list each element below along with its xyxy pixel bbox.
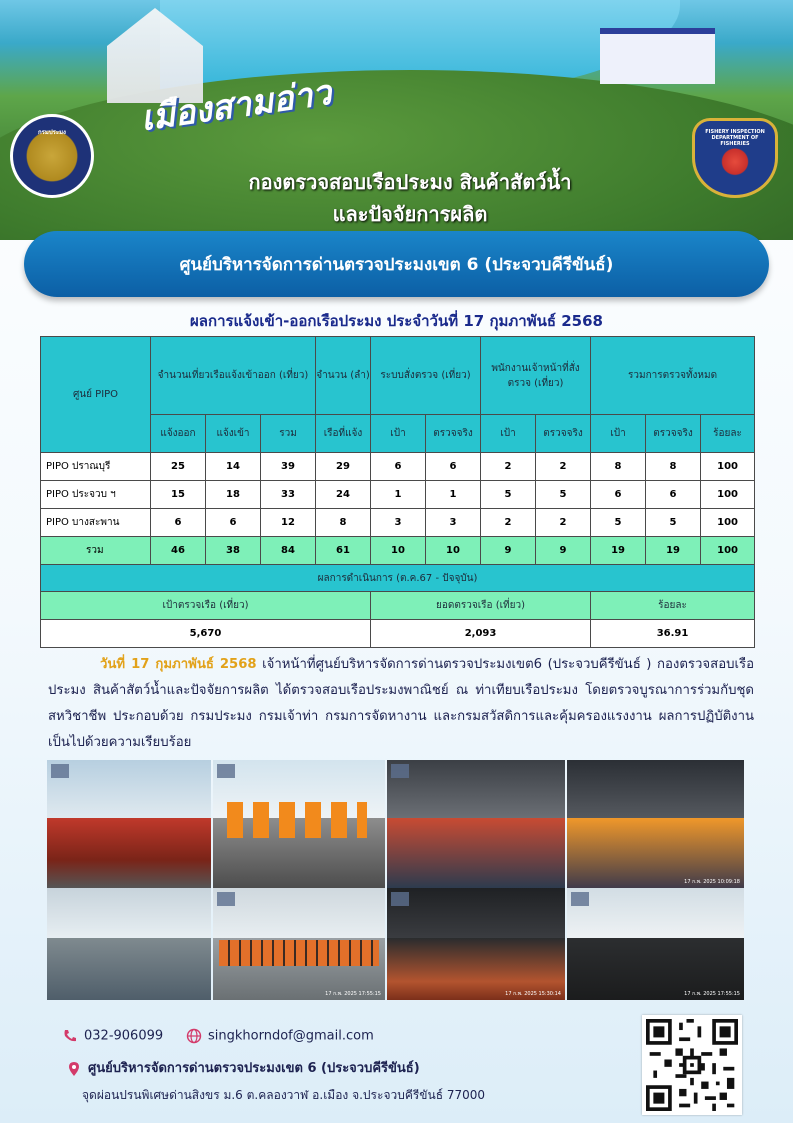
table-cell: 25 bbox=[151, 453, 206, 481]
subheader-cell: เป้า bbox=[371, 415, 426, 453]
header-vessels: จำนวน (ลำ) bbox=[316, 337, 371, 415]
photo-timestamp: 17 ก.พ. 2025 17:55:15 bbox=[684, 991, 740, 997]
table-cell: 33 bbox=[261, 481, 316, 509]
photo-fishing-boats bbox=[47, 760, 211, 888]
total-cell: 84 bbox=[261, 537, 316, 565]
header-title-line1: กองตรวจสอบเรือประมง สินค้าสัตว์น้ำ bbox=[248, 170, 572, 194]
performance-label-target: เป้าตรวจเรือ (เที่ยว) bbox=[41, 592, 371, 620]
script-title: เมืองสามอ่าว bbox=[138, 72, 334, 140]
table-cell: 100 bbox=[701, 509, 755, 537]
table-cell: 100 bbox=[701, 481, 755, 509]
subheader-cell: ตรวจจริง bbox=[536, 415, 591, 453]
photo-gallery bbox=[47, 760, 744, 1000]
table-cell: 6 bbox=[151, 509, 206, 537]
table-cell: 3 bbox=[371, 509, 426, 537]
photo-officers-pier bbox=[213, 760, 385, 888]
total-cell: 10 bbox=[371, 537, 426, 565]
table-row bbox=[41, 509, 755, 537]
total-cell: 19 bbox=[646, 537, 701, 565]
subheader-cell: เป้า bbox=[481, 415, 536, 453]
photo-document-check bbox=[387, 760, 565, 888]
header-officer: พนักงานเจ้าหน้าที่สั่งตรวจ (เที่ยว) bbox=[481, 337, 591, 415]
phone-text: 032-906099 bbox=[84, 1028, 164, 1044]
photo-field-interview bbox=[47, 888, 211, 1000]
total-label: รวม bbox=[41, 537, 151, 565]
fishery-inspection-logo bbox=[692, 118, 778, 198]
photo-crew-lineup bbox=[213, 888, 385, 1000]
compass-icon bbox=[571, 892, 589, 906]
phone-icon bbox=[62, 1028, 78, 1044]
compass-icon bbox=[51, 764, 69, 778]
table-cell: 5 bbox=[481, 481, 536, 509]
table-cell: 8 bbox=[316, 509, 371, 537]
subheader-cell: เป้า bbox=[591, 415, 646, 453]
email-text: singkhorndof@gmail.com bbox=[208, 1028, 374, 1044]
table-cell: 18 bbox=[206, 481, 261, 509]
performance-value-percent: 36.91 bbox=[591, 620, 755, 648]
table-cell: 2 bbox=[481, 453, 536, 481]
header-system: ระบบสั่งตรวจ (เที่ยว) bbox=[371, 337, 481, 415]
qr-code[interactable] bbox=[642, 1015, 742, 1115]
total-cell: 61 bbox=[316, 537, 371, 565]
total-cell: 100 bbox=[701, 537, 755, 565]
logo-left-text: กรมประมง bbox=[38, 129, 66, 136]
department-logo bbox=[10, 114, 94, 198]
table-cell: 8 bbox=[646, 453, 701, 481]
table-cell: 6 bbox=[646, 481, 701, 509]
table-cell: 6 bbox=[426, 453, 481, 481]
performance-title: ผลการดำเนินการ (ต.ค.67 - ปัจจุบัน) bbox=[41, 565, 755, 592]
subheader-cell: รวม bbox=[261, 415, 316, 453]
compass-icon bbox=[217, 892, 235, 906]
paragraph-date: วันที่ 17 กุมภาพันธ์ 2568 bbox=[100, 657, 257, 672]
table-cell: 2 bbox=[481, 509, 536, 537]
total-cell: 9 bbox=[536, 537, 591, 565]
table-cell: 39 bbox=[261, 453, 316, 481]
header-title-line2: และปัจจัยการผลิต bbox=[332, 202, 488, 226]
table-cell: 8 bbox=[591, 453, 646, 481]
row-name: PIPO ปราณบุรี bbox=[41, 453, 151, 481]
header-total: รวมการตรวจทั้งหมด bbox=[591, 337, 755, 415]
footer-organization bbox=[66, 1057, 420, 1078]
footer-address: จุดผ่อนปรนพิเศษด่านสิงขร ม.6 ต.คลองวาฬ อ.เมือง จ.ประจวบคีรีขันธ์ 77000 bbox=[82, 1088, 486, 1102]
pipo-report-table bbox=[40, 336, 755, 648]
table-cell: 1 bbox=[371, 481, 426, 509]
total-cell: 46 bbox=[151, 537, 206, 565]
subheader-cell: แจ้งเข้า bbox=[206, 415, 261, 453]
location-pin-icon bbox=[66, 1061, 82, 1077]
total-cell: 9 bbox=[481, 537, 536, 565]
performance-label-percent: ร้อยละ bbox=[591, 592, 755, 620]
report-paragraph bbox=[48, 652, 754, 756]
report-title: ผลการแจ้งเข้า-ออกเรือประมง ประจำวันที่ 17 กุมภาพันธ์ 2568 bbox=[190, 312, 603, 330]
subheader-cell: แจ้งออก bbox=[151, 415, 206, 453]
total-cell: 38 bbox=[206, 537, 261, 565]
photo-timestamp: 17 ก.พ. 2025 10:09:18 bbox=[684, 879, 740, 885]
performance-value-target: 5,670 bbox=[41, 620, 371, 648]
hotel-image bbox=[600, 28, 715, 84]
table-cell: 15 bbox=[151, 481, 206, 509]
performance-label-actual: ยอดตรวจเรือ (เที่ยว) bbox=[371, 592, 591, 620]
table-cell: 12 bbox=[261, 509, 316, 537]
table-cell: 6 bbox=[591, 481, 646, 509]
row-name: PIPO บางสะพาน bbox=[41, 509, 151, 537]
header-banner-image bbox=[0, 0, 793, 240]
compass-icon bbox=[217, 764, 235, 778]
header-trips: จำนวนเที่ยวเรือแจ้งเข้าออก (เที่ยว) bbox=[151, 337, 316, 415]
subheader-cell: เรือที่แจ้ง bbox=[316, 415, 371, 453]
compass-icon bbox=[391, 764, 409, 778]
center-banner: ศูนย์บริหารจัดการด่านตรวจประมงเขต 6 (ประจวบคีรีขันธ์) bbox=[24, 231, 769, 297]
compass-icon bbox=[391, 892, 409, 906]
performance-value-actual: 2,093 bbox=[371, 620, 591, 648]
table-cell: 1 bbox=[426, 481, 481, 509]
table-cell: 14 bbox=[206, 453, 261, 481]
contact-phone[interactable] bbox=[62, 1028, 163, 1044]
total-cell: 10 bbox=[426, 537, 481, 565]
table-cell: 5 bbox=[536, 481, 591, 509]
table-cell: 2 bbox=[536, 453, 591, 481]
photo-inspection-team bbox=[567, 760, 744, 888]
logo-right-text: FISHERY INSPECTION DEPARTMENT OF FISHERIES bbox=[705, 129, 765, 147]
row-name: PIPO ประจวบ ฯ bbox=[41, 481, 151, 509]
table-row bbox=[41, 453, 755, 481]
table-row bbox=[41, 481, 755, 509]
table-cell: 3 bbox=[426, 509, 481, 537]
table-cell: 100 bbox=[701, 453, 755, 481]
paragraph-text: เจ้าหน้าที่ศูนย์บริหารจัดการด่านตรวจประมงเขต6 (ประจวบคีรีขันธ์ ) กองตรวจสอบเรือประมง สินค้าสัตว์น้ำและปัจจัยการผลิต ได้ตรวจสอบเรือประมงพาณิชย์ ณ ท่าเทียบเรือประมง โดยตรวจบูรณาการร่วมกับชุดสหวิชาชีพ ประกอบด้วย กรมประมง กรมเจ้าท่า กรมการจัดหางาน และกรมสวัสดิการและคุ้มครองแรงงาน ผลการปฏิบัติงานเป็นไปด้วยความเรียบร้อย bbox=[48, 657, 754, 750]
photo-timestamp: 17 ก.พ. 2025 15:30:14 bbox=[505, 991, 561, 997]
table-cell: 29 bbox=[316, 453, 371, 481]
contact-email[interactable] bbox=[186, 1028, 374, 1044]
org-text: ศูนย์บริหารจัดการด่านตรวจประมงเขต 6 (ประจวบคีรีขันธ์) bbox=[88, 1061, 420, 1076]
table-cell: 2 bbox=[536, 509, 591, 537]
subheader-cell: ตรวจจริง bbox=[646, 415, 701, 453]
table-cell: 5 bbox=[591, 509, 646, 537]
table-cell: 6 bbox=[206, 509, 261, 537]
table-cell: 24 bbox=[316, 481, 371, 509]
subheader-cell: ตรวจจริง bbox=[426, 415, 481, 453]
total-row bbox=[41, 537, 755, 565]
table-cell: 5 bbox=[646, 509, 701, 537]
photo-fishing-nets bbox=[387, 888, 565, 1000]
globe-icon bbox=[186, 1028, 202, 1044]
photo-net-inspection bbox=[567, 888, 744, 1000]
header-center: ศูนย์ PIPO bbox=[41, 337, 151, 453]
table-cell: 6 bbox=[371, 453, 426, 481]
subheader-cell: ร้อยละ bbox=[701, 415, 755, 453]
total-cell: 19 bbox=[591, 537, 646, 565]
photo-timestamp: 17 ก.พ. 2025 17:55:15 bbox=[325, 991, 381, 997]
